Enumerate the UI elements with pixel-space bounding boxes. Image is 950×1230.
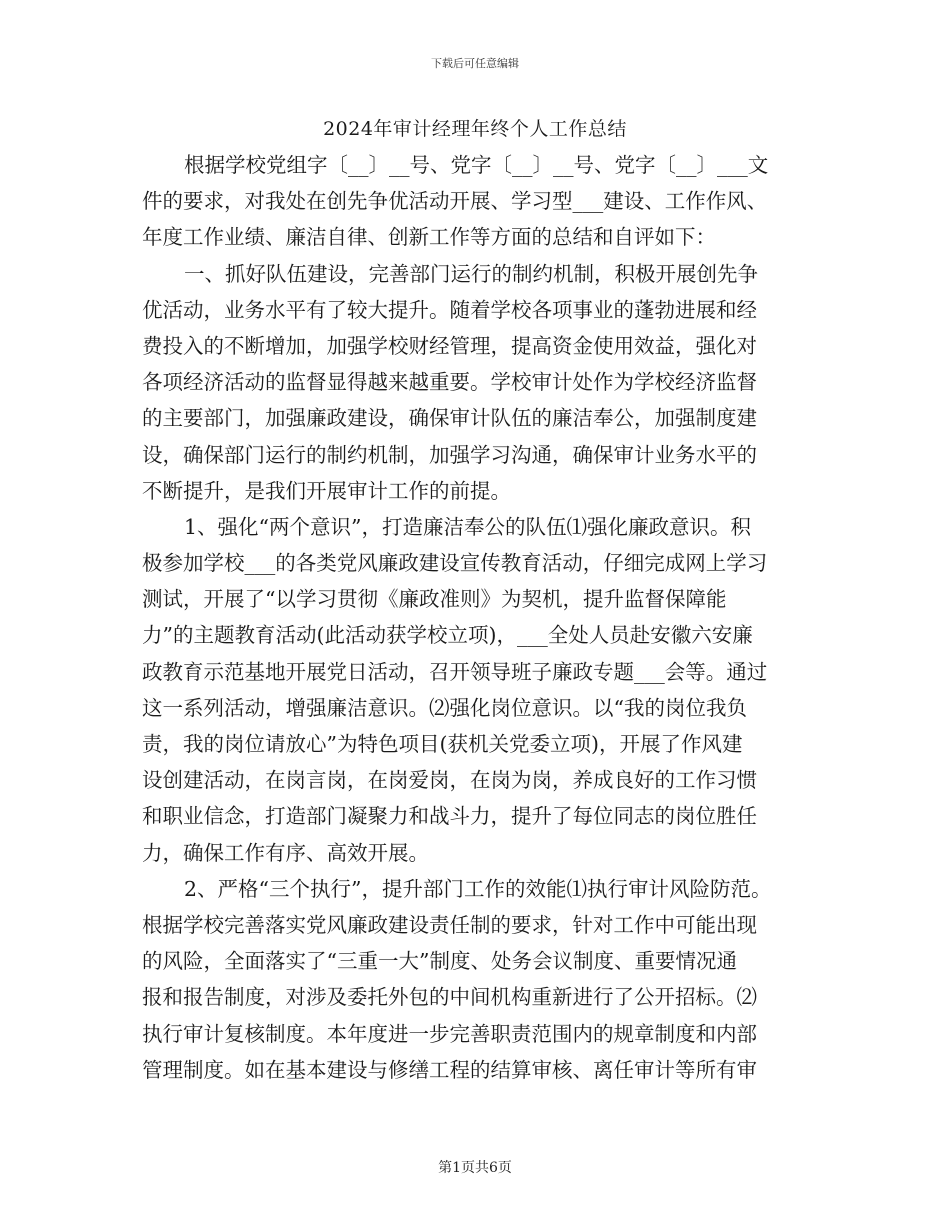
body-line: 责，我的岗位请放心”为特色项目(获机关党委立项)，开展了作风建 (142, 732, 743, 756)
body-line: 测试，开展了“以学习贯彻《廉政准则》为契机，提升监督保障能 (142, 587, 727, 612)
body-line: 的风险，全面落实了“三重一大”制度、处务会议制度、重要情况通 (142, 949, 737, 974)
body-line: 和职业信念，打造部门凝聚力和战斗力，提升了每位同志的岗位胜任 (142, 804, 757, 829)
body-line: 优活动，业务水平有了较大提升。随着学校各项事业的蓬勃进展和经 (142, 297, 757, 322)
body-line: 的主要部门，加强廉政建设，确保审计队伍的廉洁奉公，加强制度建 (142, 406, 757, 431)
body-line: 报和报告制度，对涉及委托外包的中间机构重新进行了公开招标。⑵ (142, 985, 757, 1010)
page-header-note: 下载后可任意编辑 (431, 57, 519, 70)
body-line: 执行审计复核制度。本年度进一步完善职责范围内的规章制度和内部 (142, 1021, 757, 1046)
body-line: 一、抓好队伍建设，完善部门运行的制约机制，积极开展创先争 (184, 261, 758, 286)
body-line: 不断提升，是我们开展审计工作的前提。 (142, 478, 511, 503)
body-line: 设创建活动，在岗言岗，在岗爱岗，在岗为岗，养成良好的工作习惯 (142, 768, 757, 793)
body-line: 根据学校党组字〔__〕__号、党字〔__〕__号、党字〔__〕___文 (184, 153, 769, 177)
body-line: 设，确保部门运行的制约机制，加强学习沟通，确保审计业务水平的 (142, 442, 757, 467)
body-line: 力”的主题教育活动(此活动获学校立项)，___全处人员赴安徽六安廉 (142, 623, 753, 648)
page-number: 第1页共6页 (438, 1160, 512, 1176)
body-line: 力，确保工作有序、高效开展。 (142, 840, 429, 865)
body-line: 政教育示范基地开展党日活动，召开领导班子廉政专题___会等。通过 (142, 659, 768, 684)
body-line: 1、强化“两个意识”，打造廉洁奉公的队伍⑴强化廉政意识。积 (184, 514, 752, 539)
document-body (142, 147, 832, 1088)
body-line: 根据学校完善落实党风廉政建设责任制的要求，针对工作中可能出现 (142, 912, 757, 937)
body-line: 费投入的不断增加，加强学校财经管理，提高资金使用效益，强化对 (142, 333, 757, 358)
body-line: 各项经济活动的监督显得越来越重要。学校审计处作为学校经济监督 (142, 370, 757, 395)
body-line: 2、严格“三个执行”，提升部门工作的效能⑴执行审计风险防范。 (184, 876, 772, 901)
body-line: 管理制度。如在基本建设与修缮工程的结算审核、离任审计等所有审 (142, 1057, 757, 1082)
document-title: 2024年审计经理年终个人工作总结 (323, 118, 627, 140)
body-line: 件的要求，对我处在创先争优活动开展、学习型___建设、工作作风、 (142, 189, 768, 214)
body-line: 年度工作业绩、廉洁自律、创新工作等方面的总结和自评如下： (142, 225, 716, 250)
body-line: 这一系列活动，增强廉洁意识。⑵强化岗位意识。以“我的岗位我负 (142, 695, 747, 720)
body-line: 极参加学校___的各类党风廉政建设宣传教育活动，仔细完成网上学习 (142, 551, 768, 576)
